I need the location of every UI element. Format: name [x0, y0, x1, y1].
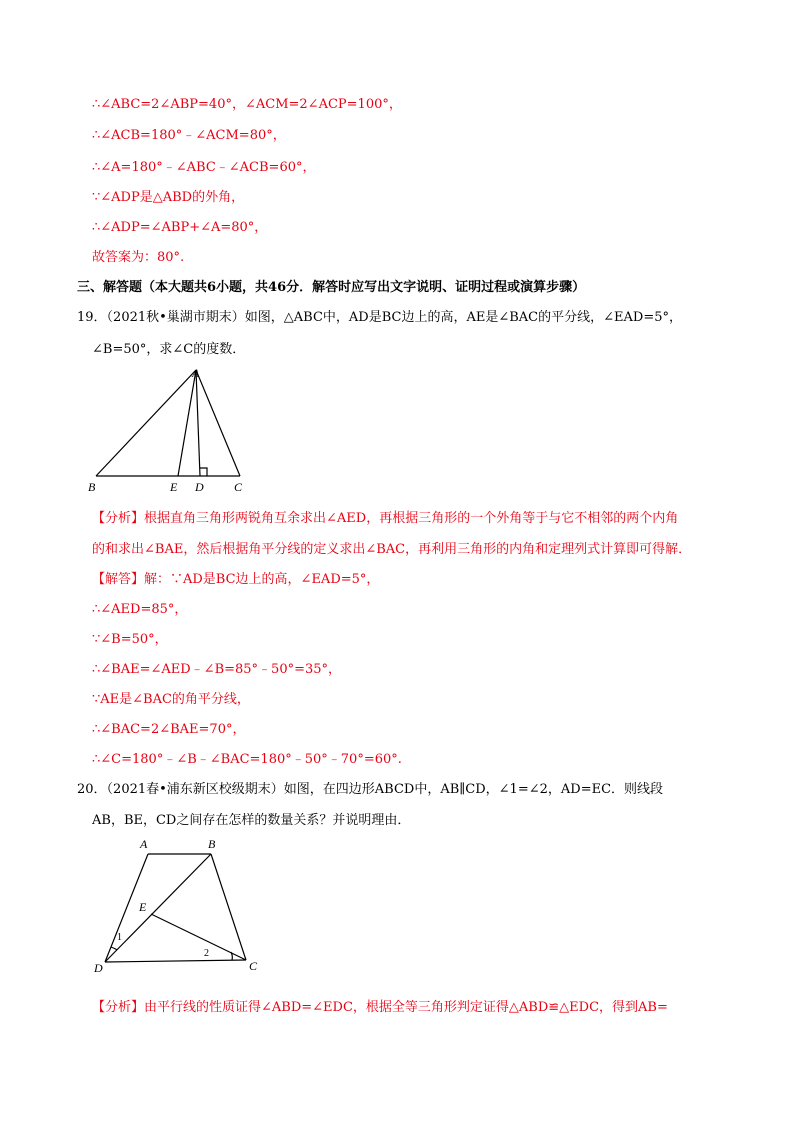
label-a: A: [140, 837, 148, 851]
analysis-text: 【分析】由平行线的性质证得∠ABD=∠EDC，根据全等三角形判定证得△ABD≌△EDC，得到AB=: [92, 1000, 668, 1015]
segment-db: [105, 854, 211, 962]
solution-line: 【解答】解：∵AD是BC边上的高，∠EAD=5°，: [92, 572, 380, 587]
label-angle-2: 2: [204, 948, 209, 959]
solution-line: ∵AE是∠BAC的角平分线，: [92, 692, 250, 707]
label-c: C: [249, 959, 258, 972]
label-a: A: [192, 366, 200, 380]
right-angle-mark: [200, 468, 207, 476]
solution-line: ∴∠ADP=∠ABP+∠A=80°，: [92, 220, 268, 235]
question-19-text: ∠B=50°，求∠C的度数．: [92, 342, 246, 357]
solution-line: ∴∠A=180°﹣∠ABC﹣∠ACB=60°，: [92, 160, 316, 175]
question-20-text: AB，BE，CD之间存在怎样的数量关系？并说明理由．: [92, 813, 411, 828]
angle-1-arc: [111, 947, 117, 950]
solution-line: ∴∠ABC=2∠ABP=40°，∠ACM=2∠ACP=100°，: [92, 97, 402, 112]
label-e: E: [170, 480, 178, 494]
solution-line: ∴∠BAC=2∠BAE=70°，: [92, 722, 246, 737]
solution-line: ∴∠ACB=180°﹣∠ACM=80°，: [92, 128, 286, 143]
analysis-text: 【分析】根据直角三角形两锐角互余求出∠AED，再根据三角形的一个外角等于与它不相邻的两个内角: [92, 511, 679, 526]
solution-line: ∵∠ADP是△ABD的外角，: [92, 190, 245, 205]
segment-ac: [196, 370, 240, 476]
question-19-text: 19．（2021秋•巢湖市期末）如图，△ABC中，AD是BC边上的高，AE是∠BAC的平分线，∠EAD=5°，: [77, 310, 682, 325]
question-20-text: 20．（2021春•浦东新区校级期末）如图，在四边形ABCD中，AB∥CD，∠1=∠2，AD=EC．则线段: [77, 782, 664, 797]
label-d: D: [195, 480, 204, 494]
label-c: C: [234, 480, 243, 494]
label-d: D: [94, 961, 103, 972]
segment-dc: [105, 960, 246, 962]
quadrilateral-figure-q20: [88, 834, 268, 972]
label-e: E: [139, 900, 147, 914]
solution-line: ∵∠B=50°，: [92, 632, 168, 647]
solution-line: ∴∠C=180°﹣∠B﹣∠BAC=180°﹣50°﹣70°=60°.: [92, 752, 402, 767]
triangle-figure-q19: [86, 364, 256, 494]
label-angle-1: 1: [117, 932, 122, 943]
section-heading: 三、解答题（本大题共6小题，共46分．解答时应写出文字说明、证明过程或演算步骤）: [77, 280, 586, 295]
solution-line: ∴∠BAE=∠AED﹣∠B=85°﹣50°=35°，: [92, 662, 342, 677]
segment-ad: [196, 370, 200, 476]
solution-line: 故答案为：80°.: [92, 250, 185, 265]
label-b: B: [88, 480, 96, 494]
angle-2-arc: [231, 952, 232, 960]
analysis-text: 的和求出∠BAE，然后根据角平分线的定义求出∠BAC，再利用三角形的内角和定理列式计算即可得解．: [92, 542, 692, 557]
solution-line: ∴∠AED=85°，: [92, 602, 188, 617]
label-b: B: [208, 837, 216, 851]
segment-bc: [211, 854, 246, 960]
